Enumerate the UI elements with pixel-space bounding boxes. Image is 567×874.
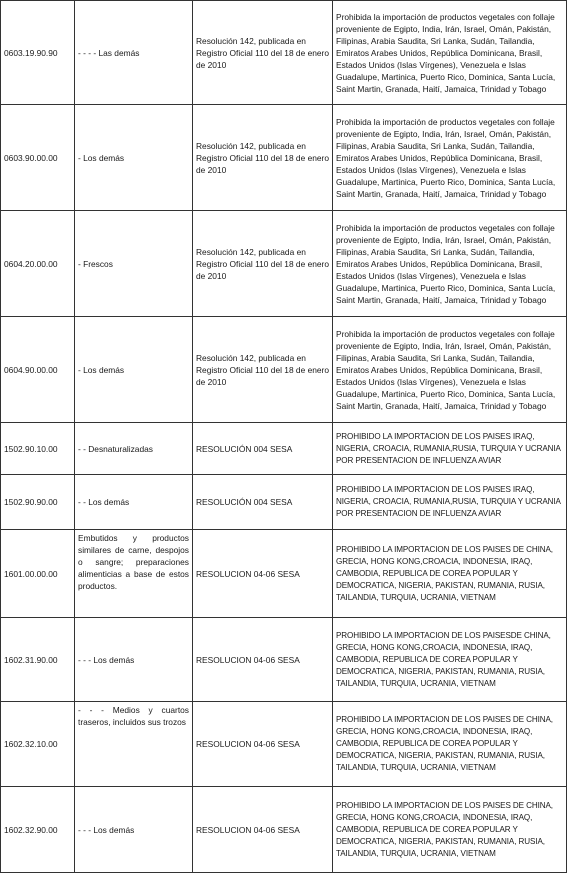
- table-row: [1, 211, 567, 317]
- restriction-note-cell: Prohibida la importación de productos vegetales con follaje proveniente de Egipto, India, Irán, Israel, Omán, Pakistán, Filipinas, Arabia Saudita, Sri Lanka, Sudán, Tailandia, Emiratos Arabes Unidos, República Dominicana, Brasil, Estados Unidos (Islas Vírgenes), Venezuela e Islas Guadalupe, Martinica, Puerto Rico, Dominica, Santa Lucía, Saint Martin, Granada, Haití, Jamaica, Trinidad y Tobago: [333, 1, 567, 105]
- description-cell: - - - Los demás: [75, 618, 193, 702]
- restriction-note-cell: PROHIBIDO LA IMPORTACION DE LOS PAISESDE CHINA, GRECIA, HONG KONG,CROACIA, INDONESIA, IRAQ, CAMBODIA, REPUBLICA DE COREA POPULAR Y DEMOCRATICA, NIGERIA, PAKISTAN, RUMANIA, RUSIA, TAILANDIA, TURQUIA, UCRANIA, VIETNAM: [333, 618, 567, 702]
- resolution-cell: Resolución 142, publicada en Registro Oficial 110 del 18 de enero de 2010: [193, 1, 333, 105]
- tariff-code-cell: 1602.32.10.00: [1, 702, 75, 787]
- description-cell: - Frescos: [75, 211, 193, 317]
- tariff-code-cell: 1502.90.10.00: [1, 423, 75, 475]
- resolution-cell: RESOLUCIÓN 004 SESA: [193, 423, 333, 475]
- restriction-note-cell: Prohibida la importación de productos vegetales con follaje proveniente de Egipto, India, Irán, Israel, Omán, Pakistán, Filipinas, Arabia Saudita, Sri Lanka, Sudán, Tailandia, Emiratos Arabes Unidos, República Dominicana, Brasil, Estados Unidos (Islas Vírgenes), Venezuela e Islas Guadalupe, Martinica, Puerto Rico, Dominica, Santa Lucía, Saint Martin, Granada, Haití, Jamaica, Trinidad y Tobago: [333, 317, 567, 423]
- table-row: [1, 317, 567, 423]
- table-row: [1, 475, 567, 530]
- resolution-cell: Resolución 142, publicada en Registro Oficial 110 del 18 de enero de 2010: [193, 317, 333, 423]
- restriction-note-cell: Prohibida la importación de productos vegetales con follaje proveniente de Egipto, India, Irán, Israel, Omán, Pakistán, Filipinas, Arabia Saudita, Sri Lanka, Sudán, Tailandia, Emiratos Arabes Unidos, República Dominicana, Brasil, Estados Unidos (Islas Vírgenes), Venezuela e Islas Guadalupe, Martinica, Puerto Rico, Dominica, Santa Lucía, Saint Martin, Granada, Haití, Jamaica, Trinidad y Tobago: [333, 211, 567, 317]
- restriction-note-cell: PROHIBIDO LA IMPORTACION DE LOS PAISES DE CHINA, GRECIA, HONG KONG,CROACIA, INDONESIA, IRAQ, CAMBODIA, REPUBLICA DE COREA POPULAR Y DEMOCRATICA, NIGERIA, PAKISTAN, RUMANIA, RUSIA, TAILANDIA, TURQUIA, UCRANIA, VIETNAM: [333, 787, 567, 873]
- description-cell: - - - - Las demás: [75, 1, 193, 105]
- table-row: [1, 530, 567, 618]
- table-row: [1, 787, 567, 873]
- tariff-code-cell: 1602.32.90.00: [1, 787, 75, 873]
- restriction-note-cell: PROHIBIDO LA IMPORTACION DE LOS PAISES IRAQ, NIGERIA, CROACIA, RUMANIA,RUSIA, TURQUIA Y UCRANIA POR PRESENTACION DE INFLUENZA AVIAR: [333, 423, 567, 475]
- description-cell: - Los demás: [75, 317, 193, 423]
- restriction-note-cell: Prohibida la importación de productos vegetales con follaje proveniente de Egipto, India, Irán, Israel, Omán, Pakistán, Filipinas, Arabia Saudita, Sri Lanka, Sudán, Tailandia, Emiratos Arabes Unidos, República Dominicana, Brasil, Estados Unidos (Islas Vírgenes), Venezuela e Islas Guadalupe, Martinica, Puerto Rico, Dominica, Santa Lucía, Saint Martin, Granada, Haití, Jamaica, Trinidad y Tobago: [333, 105, 567, 211]
- resolution-cell: Resolución 142, publicada en Registro Oficial 110 del 18 de enero de 2010: [193, 211, 333, 317]
- tariff-code-cell: 0604.90.00.00: [1, 317, 75, 423]
- table-row: [1, 702, 567, 787]
- table-row: [1, 1, 567, 105]
- tariff-code-cell: 0603.19.90.90: [1, 1, 75, 105]
- description-cell: - - - Los demás: [75, 787, 193, 873]
- table-row: [1, 618, 567, 702]
- table-row: [1, 423, 567, 475]
- restriction-note-cell: PROHIBIDO LA IMPORTACION DE LOS PAISES DE CHINA, GRECIA, HONG KONG,CROACIA, INDONESIA, IRAQ, CAMBODIA, REPUBLICA DE COREA POPULAR Y DEMOCRATICA, NIGERIA, PAKISTAN, RUMANIA, RUSIA, TAILANDIA, TURQUIA, UCRANIA, VIETNAM: [333, 702, 567, 787]
- restriction-note-cell: PROHIBIDO LA IMPORTACION DE LOS PAISES IRAQ, NIGERIA, CROACIA, RUMANIA,RUSIA, TURQUIA Y UCRANIA POR PRESENTACION DE INFLUENZA AVIAR: [333, 475, 567, 530]
- tariff-code-cell: 0603.90.00.00: [1, 105, 75, 211]
- restriction-note-cell: PROHIBIDO LA IMPORTACION DE LOS PAISES DE CHINA, GRECIA, HONG KONG,CROACIA, INDONESIA, IRAQ, CAMBODIA, REPUBLICA DE COREA POPULAR Y DEMOCRATICA, NIGERIA, PAKISTAN, RUMANIA, RUSIA, TAILANDIA, TURQUIA, UCRANIA, VIETNAM: [333, 530, 567, 618]
- description-cell: - Los demás: [75, 105, 193, 211]
- resolution-cell: RESOLUCION 04-06 SESA: [193, 618, 333, 702]
- tariff-code-cell: 0604.20.00.00: [1, 211, 75, 317]
- description-cell: - - Desnaturalizadas: [75, 423, 193, 475]
- resolution-cell: RESOLUCION 04-06 SESA: [193, 787, 333, 873]
- resolution-cell: Resolución 142, publicada en Registro Oficial 110 del 18 de enero de 2010: [193, 105, 333, 211]
- resolution-cell: RESOLUCIÓN 004 SESA: [193, 475, 333, 530]
- description-cell: Embutidos y productos similares de carne, despojos o sangre; preparaciones alimenticias a base de estos productos.: [75, 530, 193, 618]
- tariff-code-cell: 1502.90.90.00: [1, 475, 75, 530]
- resolution-cell: RESOLUCION 04-06 SESA: [193, 530, 333, 618]
- description-cell: - - - Medios y cuartos traseros, incluidos sus trozos: [75, 702, 193, 787]
- table-row: [1, 105, 567, 211]
- tariff-code-cell: 1601.00.00.00: [1, 530, 75, 618]
- description-cell: - - Los demás: [75, 475, 193, 530]
- tariff-code-cell: 1602.31.90.00: [1, 618, 75, 702]
- resolution-cell: RESOLUCION 04-06 SESA: [193, 702, 333, 787]
